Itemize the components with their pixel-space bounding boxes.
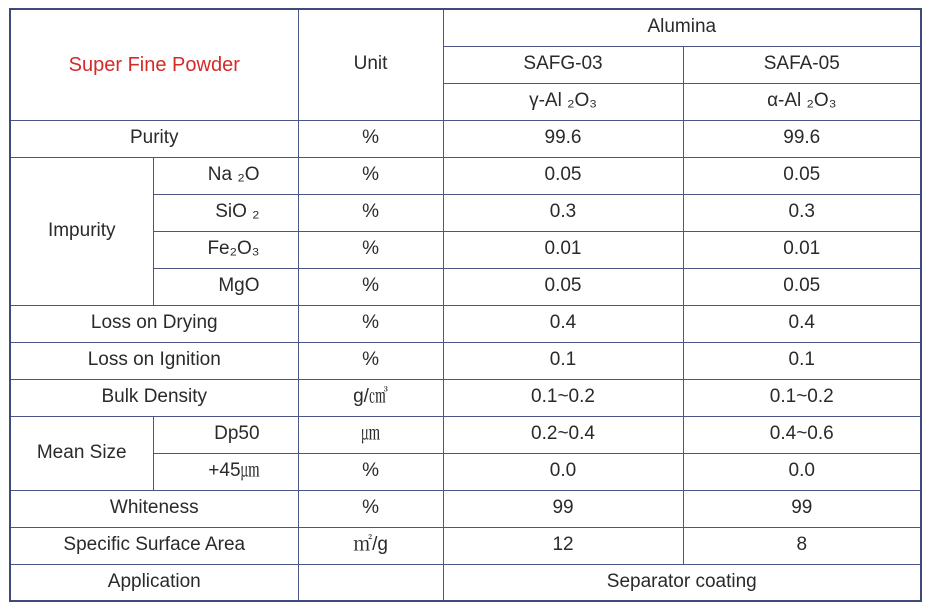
- row-unit: %: [298, 490, 443, 527]
- impurity-label: Impurity: [10, 157, 153, 305]
- row-value: 0.4: [443, 305, 683, 342]
- row-sublabel: MgO: [153, 268, 298, 305]
- row-value: 12: [443, 527, 683, 564]
- spec-table: [9, 8, 922, 602]
- application-value: Separator coating: [443, 564, 921, 601]
- table-row: [10, 564, 921, 601]
- row-value: 0.05: [683, 157, 921, 194]
- row-value: 0.4~0.6: [683, 416, 921, 453]
- row-label: Application: [10, 564, 298, 601]
- table-title: Super Fine Powder: [10, 9, 298, 120]
- row-unit: %: [298, 194, 443, 231]
- row-value: 0.1~0.2: [683, 379, 921, 416]
- unit-header: Unit: [298, 9, 443, 120]
- row-value: 8: [683, 527, 921, 564]
- row-sublabel: Dp50: [153, 416, 298, 453]
- row-sublabel: SiO ₂: [153, 194, 298, 231]
- row-value: 0.05: [443, 157, 683, 194]
- table-row: [10, 379, 921, 416]
- row-unit: %: [298, 231, 443, 268]
- row-unit: ㎛: [298, 416, 443, 453]
- table-row: [10, 157, 921, 194]
- row-value: 0.1~0.2: [443, 379, 683, 416]
- row-value: 99.6: [683, 120, 921, 157]
- row-value: 99: [443, 490, 683, 527]
- row-unit: %: [298, 268, 443, 305]
- row-unit: ㎡/g: [298, 527, 443, 564]
- row-value: 0.1: [443, 342, 683, 379]
- row-unit: [298, 564, 443, 601]
- mean-size-label: Mean Size: [10, 416, 153, 490]
- row-value: 0.4: [683, 305, 921, 342]
- row-value: 0.05: [683, 268, 921, 305]
- table-row: [10, 342, 921, 379]
- row-unit: %: [298, 305, 443, 342]
- alumina-header: Alumina: [443, 9, 921, 46]
- row-value: 0.01: [683, 231, 921, 268]
- row-value: 0.3: [443, 194, 683, 231]
- row-unit: %: [298, 157, 443, 194]
- row-unit: %: [298, 342, 443, 379]
- row-value: 0.2~0.4: [443, 416, 683, 453]
- row-label: Purity: [10, 120, 298, 157]
- row-value: 0.05: [443, 268, 683, 305]
- row-label: Bulk Density: [10, 379, 298, 416]
- row-unit: g/㎤: [298, 379, 443, 416]
- row-value: 99.6: [443, 120, 683, 157]
- row-label: Whiteness: [10, 490, 298, 527]
- table-row: [10, 527, 921, 564]
- product-safa05: SAFA-05: [683, 46, 921, 83]
- row-value: 0.0: [443, 453, 683, 490]
- row-value: 0.3: [683, 194, 921, 231]
- table-row: [10, 305, 921, 342]
- phase-alpha: α-Al ₂O₃: [683, 83, 921, 120]
- row-label: Loss on Ignition: [10, 342, 298, 379]
- product-safg03: SAFG-03: [443, 46, 683, 83]
- row-unit: %: [298, 453, 443, 490]
- row-label: Loss on Drying: [10, 305, 298, 342]
- row-label: Specific Surface Area: [10, 527, 298, 564]
- table-row: [10, 120, 921, 157]
- table-row: [10, 416, 921, 453]
- table-row: [10, 490, 921, 527]
- header-row: [10, 9, 921, 46]
- row-value: 0.01: [443, 231, 683, 268]
- row-sublabel: Fe₂O₃: [153, 231, 298, 268]
- row-unit: %: [298, 120, 443, 157]
- row-value: 0.0: [683, 453, 921, 490]
- row-value: 99: [683, 490, 921, 527]
- phase-gamma: γ-Al ₂O₃: [443, 83, 683, 120]
- row-sublabel: Na ₂O: [153, 157, 298, 194]
- row-value: 0.1: [683, 342, 921, 379]
- row-sublabel: +45㎛: [153, 453, 298, 490]
